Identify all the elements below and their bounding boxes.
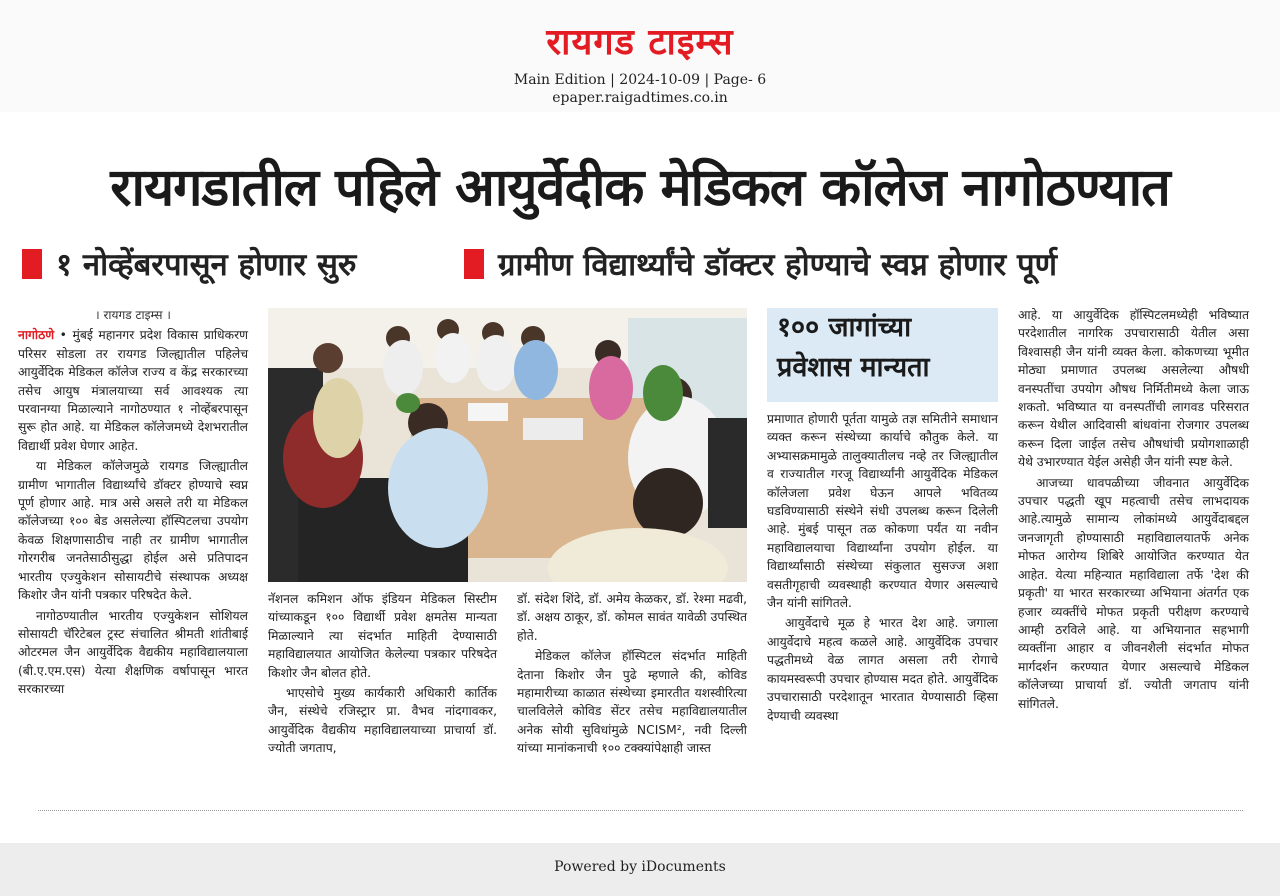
- article-column-5: [1018, 306, 1249, 715]
- subhead-2-text: ग्रामीण विद्यार्थ्यांचे डॉक्टर होण्याचे स्वप्न होणार पूर्ण: [498, 247, 1058, 283]
- masthead: [0, 0, 1280, 112]
- article-column-3: [517, 590, 747, 760]
- red-square-icon: [464, 249, 484, 279]
- article-paragraph: डॉ. संदेश शिंदे, डॉ. अमेय केळकर, डॉ. रेश्मा मढवी, डॉ. अक्षय ठाकूर, डॉ. कोमल सावंत यावेळी उपस्थित होते.: [517, 592, 747, 643]
- meeting-photo-illustration: [268, 308, 747, 582]
- subhead-1: [22, 242, 356, 286]
- article-column-1: [18, 306, 248, 701]
- footer-bar: [0, 843, 1280, 896]
- article-paragraph: नागोठणे • मुंबई महानगर प्रदेश विकास प्राधिकरण परिसर सोडला तर रायगड जिल्ह्यातील पहिलेच आयुर्वेदिक मेडिकल कॉलेज राज्य व केंद्र सरकारच्या तसेच आयुष मंत्रालयाच्या सर्व आवश्यक त्या परवानग्या मिळाल्याने नागोठण्यात १ नोव्हेंबरपासून सुरू होत आहे. या मेडिकल कॉलेजमध्ये देशभरातील विद्यार्थी प्रवेश घेणार आहेत.: [18, 328, 248, 453]
- article-paragraph: आजच्या धावपळीच्या जीवनात आयुर्वेदिक उपचार पद्धती खूप महत्वाची तसेच लाभदायक आहे.त्यामुळे सामान्य लोकांमध्ये आयुर्वेदाबद्दल जनजागृती होण्यासाठी महाविद्यालयातर्फे अनेक मोफत आरोग्य शिबिरे आयोजित करण्यात येत आहेत. येत्या महिन्यात महाविद्याला तर्फे 'देश की प्रकृती' या भारत सरकारच्या अभियाना अंतर्गत एक हजार व्यक्तींचे मोफत प्रकृती परीक्षण करण्याचे आम्ही ठरविले आहे. या अभियानात सहभागी व्यक्तींना आहार व जीवनशैली संदर्भात मोफत मार्गदर्शन करण्यात येणार असल्याचे मेडिकल कॉलेजच्या प्राचार्या डॉ. ज्योती जगताप यांनी सांगितले.: [1018, 475, 1249, 711]
- subhead-1-text: १ नोव्हेंबरपासून होणार सुरु: [56, 247, 357, 283]
- article-headline: रायगडातील पहिले आयुर्वेदीक मेडिकल कॉलेज नागोठण्यात: [110, 158, 1170, 218]
- article-paragraph: भाएसोचे मुख्य कार्यकारी अधिकारी कार्तिक जैन, संस्थेचे रजिस्ट्रार प्रा. वैभव नांदगावकर, आयुर्वेदिक वैद्यकीय महाविद्यालयाच्या प्राचार्या डॉ. ज्योती जगताप,: [268, 686, 497, 756]
- article-paragraph: या मेडिकल कॉलेजमुळे रायगड जिल्ह्यातील ग्रामीण भागातील विद्यार्थ्यांचे डॉक्टर होण्याचे स्वप्न पूर्ण होणार आहे. मात्र असे असले तरी या मेडिकल कॉलेजच्या १०० बेड असलेल्या हॉस्पिटलचा उपयोग केवळ शिक्षणासाठीच नाही तर ग्रामीण भागातील गोरगरीब जनतेसाठीसुद्धा होईल असे प्रतिपादन भारतीय एज्युकेशन सोसायटीचे संस्थापक अध्यक्ष किशोर जैन यांनी पत्रकार परिषदेत केले.: [18, 459, 248, 603]
- sub-heading-line-1: १०० जागांच्या: [777, 312, 912, 343]
- red-square-icon: [22, 249, 42, 279]
- byline: । रायगड टाइम्स ।: [95, 308, 171, 322]
- powered-by-link[interactable]: Powered by iDocuments: [554, 859, 726, 875]
- article-divider: [38, 810, 1243, 811]
- article-column-2: [268, 590, 497, 760]
- edition-info: Main Edition | 2024-10-09 | Page- 6: [513, 72, 767, 88]
- sub-heading-box: [767, 308, 998, 402]
- article-paragraph: मेडिकल कॉलेज हॉस्पिटल संदर्भात माहिती देताना किशोर जैन पुढे म्हणाले की, कोविड महामारीच्या काळात संस्थेच्या इमारतीत यशस्वीरित्या चालविलेले कोविड सेंटर तसेच महाविद्यालयातील अनेक सोयी सुविधांमुळे NCISM², नवी दिल्ली यांच्या मानांकनाची १०० टक्क्यांपेक्षाही जास्त: [517, 649, 747, 756]
- article-paragraph: प्रमाणात होणारी पूर्तता यामुळे तज्ञ समितीने समाधान व्यक्त करून संस्थेच्या कार्याचे कौतुक केले. या अभ्यासक्रमामुळे तालुक्यातीलच नव्हे तर जिल्ह्यातील व राज्यातील गरजू विद्यार्थ्यांनी आयुर्वेदिक मेडिकल कॉलेजला प्रवेश घेऊन आपले भवितव्य घडविण्यासाठी संस्थेने संधी उपलब्ध करून दिलेली आहे. मुंबई पासून तळ कोकणा पर्यंत या नवीन महाविद्यालयाचा विद्यार्थ्यांना उपयोग होईल. या विद्यार्थ्यांसाठी संस्थेच्या संकुलात सुसज्ज अशा वसतीगृहाची व्यवस्थाही करण्यात येणार असल्याचे जैन यांनी सांगितले.: [767, 412, 998, 611]
- article-column-4: [767, 410, 998, 727]
- press-conference-photo[interactable]: [268, 308, 747, 582]
- article-paragraph: नागोठण्यातील भारतीय एज्युकेशन सोशियल सोसायटी चॅरिटेबल ट्रस्ट संचालित श्रीमती शांतीबाई ओटरमल जैन आयुर्वेदिक वैद्यकीय महाविद्यालयाला (बी.ए.एम.एस) येत्या शैक्षणिक वर्षापासून भारत सरकारच्या: [18, 608, 248, 697]
- newspaper-logo[interactable]: रायगड टाइम्स: [546, 22, 734, 63]
- article-paragraph: आयुर्वेदाचे मूळ हे भारत देश आहे. जगाला आयुर्वेदाचे महत्व कळले आहे. आयुर्वेदिक उपचार पद्धतीमध्ये वेळ लागत असला तरी रोगाचे कायमस्वरूपी उपचार होण्यास मदत होते. आयुर्वेदिक उपचारासाठी परदेशातून भारतात येण्यासाठी व्हिसा देण्याची व्यवस्था: [767, 616, 998, 723]
- article-paragraph: आहे. या आयुर्वेदिक हॉस्पिटलमध्येही भविष्यात परदेशातील नागरिक उपचारासाठी येतील असा विश्वासही जैन यांनी व्यक्त केला. कोकणच्या भूमीत मोठ्या प्रमाणात उपलब्ध असलेल्या औषधी वनस्पतींचा उपयोग औषध निर्मितीमध्ये केला जाऊ शकतो. भविष्यात या वनस्पतींची लागवड परिसरात करून येथील आदिवासी बांधवांना रोजगार उपलब्ध करून दिला जाईल तसेच औषधांची प्रयोगशाळाही येथे उभारण्यात येईल असेही जैन यांनी स्पष्ट केले.: [1018, 308, 1249, 470]
- dateline: नागोठणे: [18, 328, 55, 343]
- article-paragraph: नॅशनल कमिशन ऑफ इंडियन मेडिकल सिस्टीम यांच्याकडून १०० विद्यार्थी प्रवेश क्षमतेस मान्यता मिळाल्याने त्या संदर्भात माहिती देण्यासाठी महाविद्यालयात आयोजित केलेल्या पत्रकार परिषदेत किशोर जैन बोलत होते.: [268, 592, 497, 680]
- subhead-2: [464, 242, 1057, 286]
- sub-heading-line-2: प्रवेशास मान्यता: [777, 352, 930, 383]
- epaper-url[interactable]: epaper.raigadtimes.co.in: [552, 90, 728, 106]
